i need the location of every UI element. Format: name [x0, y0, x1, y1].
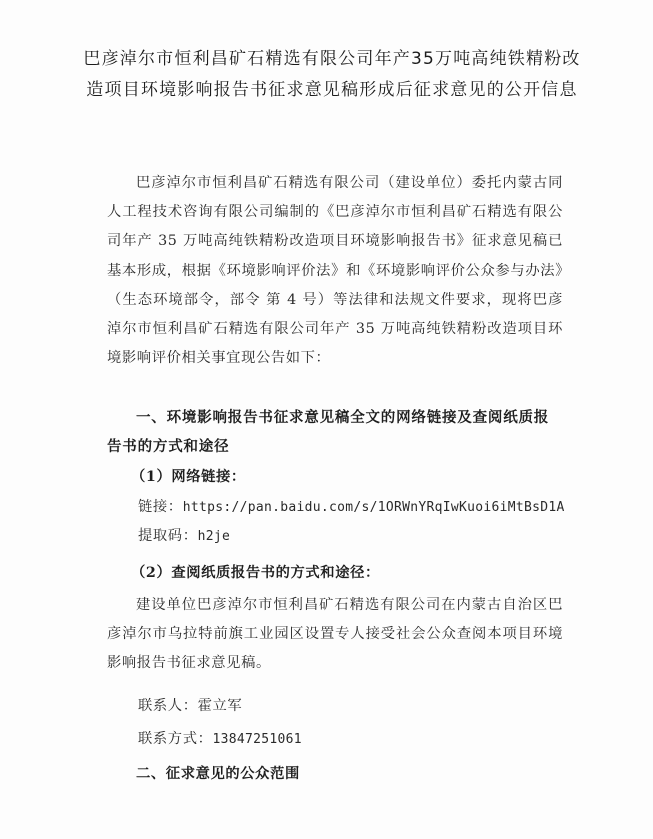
- intro-paragraph: 巴彦淖尔市恒利昌矿石精选有限公司（建设单位）委托内蒙古同人工程技术咨询有限公司编制的《巴彦淖尔市恒利昌矿石精选有限公司年产 35 万吨高纯铁精粉改造项目环境影响报告书》征求意见稿已基本形成，根据《环境影响评价法》和《环境影响评价公众参与办法》（生态环境部令，部令 第 4 号）等法律和法规文件要求，现将巴彦淖尔市恒利昌矿石精选有限公司年产 35 万吨高纯铁精粉改造项目环境影响评价相关事宜现公告如下：: [107, 175, 563, 367]
- document-title: 巴彦淖尔市恒利昌矿石精选有限公司年产35万吨高纯铁精粉改造项目环境影响报告书征求意见稿形成后征求意见的公开信息: [83, 49, 581, 100]
- download-link[interactable]: https://pan.baidu.com/s/1ORWnYRqIwKuoi6iMtBsD1A: [182, 500, 565, 515]
- extraction-code-value: h2je: [197, 529, 231, 544]
- paper-report-paragraph: 建设单位巴彦淖尔市恒利昌矿石精选有限公司在内蒙古自治区巴彦淖尔市乌拉特前旗工业园区设置专人接受社会公众查阅本项目环境影响报告书征求意见稿。: [107, 597, 563, 672]
- paper-report-subheading: （2）查阅纸质报告书的方式和途径：: [131, 565, 380, 581]
- link-label: 链接：: [138, 499, 183, 515]
- contact-name: 霍立军: [197, 698, 243, 714]
- section-1-heading: 一、环境影响报告书征求意见稿全文的网络链接及查阅纸质报告书的方式和途径: [107, 409, 550, 455]
- phone-row: [138, 729, 302, 750]
- phone-label: 联系方式：: [138, 731, 213, 747]
- network-link-subheading: （1）网络链接：: [131, 469, 246, 485]
- contact-label: 联系人：: [138, 698, 198, 714]
- phone-value: 13847251061: [212, 732, 302, 747]
- contact-row: [138, 696, 242, 716]
- link-row: [138, 497, 565, 518]
- extraction-code-row: [138, 526, 230, 547]
- section-2-heading: 二、征求意见的公众范围: [136, 766, 300, 782]
- extraction-code-label: 提取码：: [138, 528, 198, 544]
